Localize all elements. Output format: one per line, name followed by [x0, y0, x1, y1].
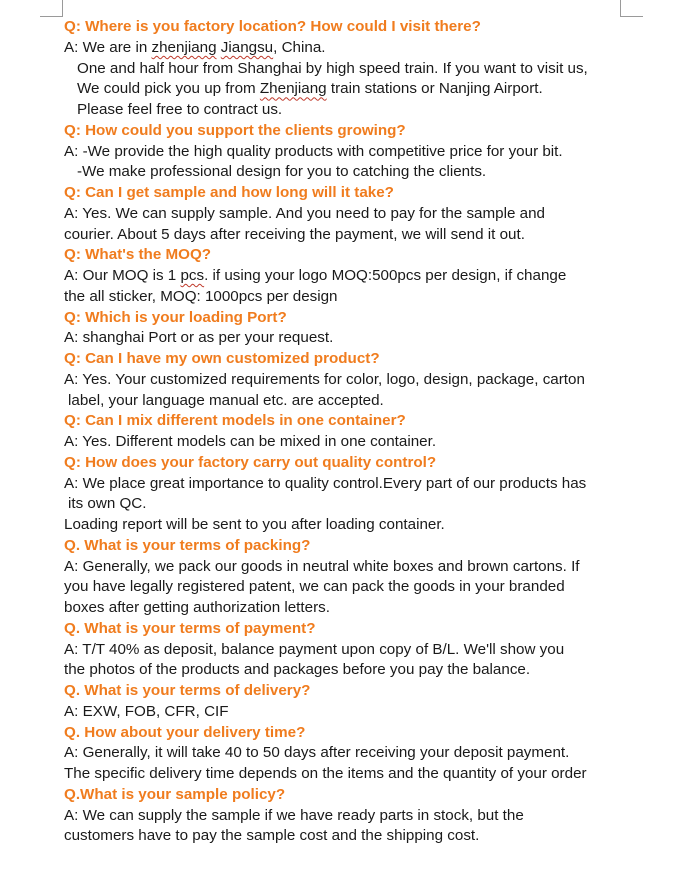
faq-answer-line — [64, 100, 664, 121]
faq-answer-line — [64, 432, 664, 453]
answer-text: A: EXW, FOB, CFR, CIF — [64, 702, 229, 720]
answer-text: . if using your logo MOQ:500pcs per design, if change — [204, 267, 567, 284]
faq-answer-line — [64, 702, 664, 723]
faq-question: Q: Where is you factory location? How could I visit there? — [64, 18, 481, 35]
faq-question: Q. How about your delivery time? — [64, 723, 306, 741]
faq-question: Q.What is your sample policy? — [64, 785, 286, 803]
spellcheck-word: Zhenjiang — [259, 80, 327, 98]
faq-question: Q. What is your terms of delivery? — [64, 682, 311, 699]
faq-answer-line — [64, 162, 664, 183]
faq-answer-line — [64, 287, 664, 308]
answer-text: Loading report will be sent to you after loading container. — [64, 516, 445, 533]
page-corner-mark-left — [40, 0, 63, 17]
answer-text: label, your language manual etc. are accepted. — [68, 391, 384, 409]
faq-answer-line — [64, 391, 664, 412]
answer-text: A: We place great importance to quality control.Every part of our products has — [64, 474, 587, 492]
answer-text: -We make professional design for you to catching the clients. — [77, 163, 487, 181]
faq-answer-line — [64, 764, 664, 785]
spellcheck-word: zhenjiang — [151, 38, 217, 56]
faq-answer-line — [64, 474, 664, 495]
answer-text: A: Our MOQ is 1 — [64, 267, 181, 284]
answer-text: boxes after getting authorization letters. — [64, 599, 330, 616]
faq-answer-line — [64, 577, 664, 598]
answer-text: the photos of the products and packages before you pay the balance. — [64, 661, 531, 679]
answer-text: you have legally registered patent, we can pack the goods in your branded — [64, 578, 565, 596]
answer-text: One and half hour from Shanghai by high speed train. If you want to visit us, — [77, 59, 588, 77]
faq-answer-line — [64, 557, 664, 578]
faq-answer-line — [64, 826, 664, 847]
answer-text: A: We are in — [64, 38, 152, 56]
answer-text: courier. About 5 days after receiving the payment, we will send it out. — [64, 225, 525, 243]
faq-question: Q: How does your factory carry out quality control? — [64, 453, 437, 471]
answer-text: A: Yes. Different models can be mixed in one container. — [64, 433, 437, 450]
answer-text: the all sticker, MOQ: 1000pcs per design — [64, 287, 338, 305]
spellcheck-word: pcs — [180, 267, 205, 284]
answer-text: A: Generally, it will take 40 to 50 days after receiving your deposit payment. — [64, 744, 570, 762]
answer-text: Please feel free to contract us. — [77, 101, 283, 118]
faq-answer-line — [64, 640, 664, 661]
faq-answer-line — [64, 225, 664, 246]
answer-text: train stations or Nanjing Airport. — [326, 80, 543, 98]
faq-answer-line — [64, 806, 664, 827]
faq-question: Q. What is your terms of packing? — [64, 536, 311, 554]
faq-question: Q: Can I mix different models in one container? — [64, 412, 406, 430]
faq-answer-line — [64, 142, 664, 163]
answer-text: The specific delivery time depends on the items and the quantity of your order — [64, 765, 587, 782]
answer-text: A: We can supply the sample if we have ready parts in stock, but the — [64, 806, 524, 824]
faq-question: Q: What's the MOQ? — [64, 246, 212, 264]
answer-text: A: T/T 40% as deposit, balance payment upon copy of B/L. We'll show you — [64, 640, 565, 658]
faq-question: Q: Which is your loading Port? — [64, 308, 287, 326]
page-corner-mark-right — [620, 0, 643, 17]
answer-text: A: -We provide the high quality products with competitive price for your bit. — [64, 142, 563, 160]
answer-text: customers have to pay the sample cost and the shipping cost. — [64, 827, 480, 845]
faq-answer-line — [64, 266, 664, 287]
faq-answer-line — [64, 204, 664, 225]
answer-text: A: Generally, we pack our goods in neutral white boxes and brown cartons. If — [64, 557, 580, 575]
answer-text: A: shanghai Port or as per your request. — [64, 329, 334, 347]
spellcheck-word: Jiangsu — [220, 38, 274, 56]
faq-answer-line — [64, 38, 664, 59]
answer-text: its own QC. — [68, 495, 147, 513]
faq-document — [64, 17, 664, 847]
faq-answer-line — [64, 59, 664, 80]
faq-answer-line — [64, 328, 664, 349]
faq-question: Q: Can I get sample and how long will it take? — [64, 184, 394, 201]
faq-question: Q. What is your terms of payment? — [64, 619, 316, 637]
answer-text: , China. — [273, 38, 326, 56]
answer-text: A: Yes. We can supply sample. And you need to pay for the sample and — [64, 204, 545, 222]
faq-answer-line — [64, 743, 664, 764]
faq-answer-line — [64, 79, 664, 100]
faq-question: Q: Can I have my own customized product? — [64, 350, 380, 367]
faq-answer-line — [64, 494, 664, 515]
faq-answer-line — [64, 515, 664, 536]
faq-answer-line — [64, 598, 664, 619]
faq-answer-line — [64, 660, 664, 681]
faq-answer-line — [64, 370, 664, 391]
faq-question: Q: How could you support the clients growing? — [64, 121, 406, 139]
answer-text: A: Yes. Your customized requirements for color, logo, design, package, carton — [64, 370, 585, 388]
answer-text: We could pick you up from — [77, 80, 260, 98]
